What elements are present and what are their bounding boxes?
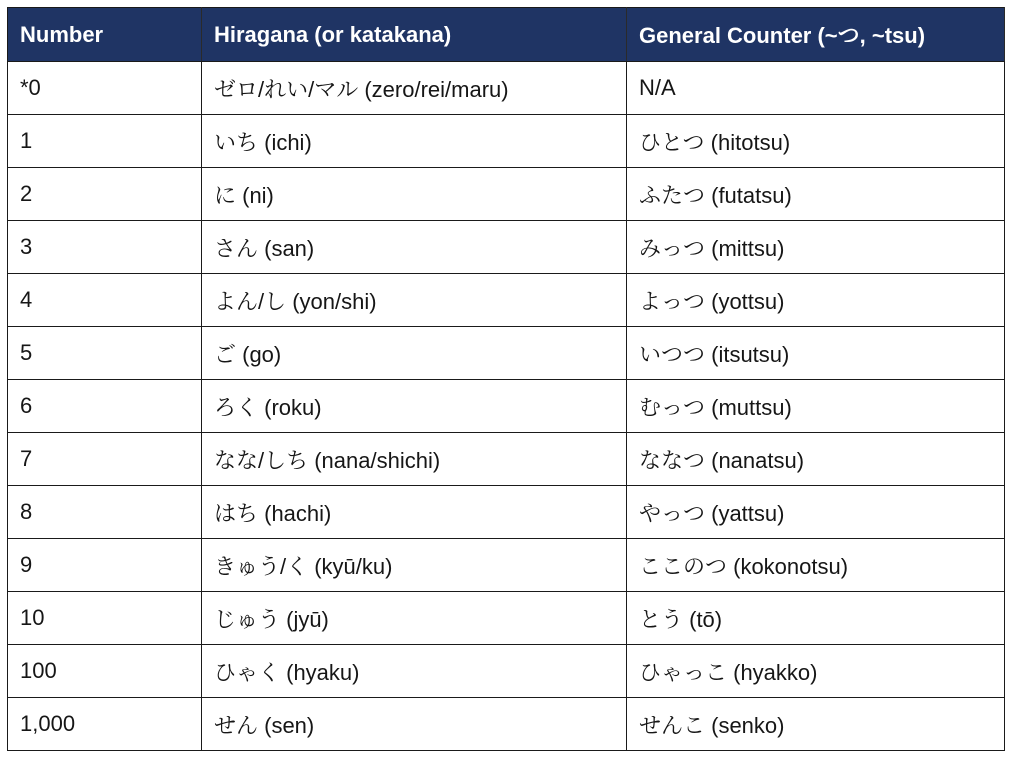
table-row [8, 274, 1005, 327]
table-row [8, 380, 1005, 433]
cell-number: *0 [8, 62, 202, 115]
table-row [8, 486, 1005, 539]
cell-reading: ご (go) [202, 327, 627, 380]
cell-counter: よっつ (yottsu) [627, 274, 1005, 327]
table-header-row [8, 8, 1005, 62]
table-row [8, 592, 1005, 645]
cell-counter: ひとつ (hitotsu) [627, 115, 1005, 168]
cell-reading: はち (hachi) [202, 486, 627, 539]
cell-number: 7 [8, 433, 202, 486]
header-number: Number [8, 8, 202, 62]
cell-number: 9 [8, 539, 202, 592]
cell-counter: いつつ (itsutsu) [627, 327, 1005, 380]
japanese-numbers-table [7, 7, 1005, 751]
header-general-counter: General Counter (~つ, ~tsu) [627, 8, 1005, 62]
cell-reading: ゼロ/れい/マル (zero/rei/maru) [202, 62, 627, 115]
cell-number: 10 [8, 592, 202, 645]
cell-counter: N/A [627, 62, 1005, 115]
cell-counter: ひゃっこ (hyakko) [627, 645, 1005, 698]
cell-number: 5 [8, 327, 202, 380]
cell-counter: むっつ (muttsu) [627, 380, 1005, 433]
cell-counter: やっつ (yattsu) [627, 486, 1005, 539]
cell-reading: よん/し (yon/shi) [202, 274, 627, 327]
cell-counter: ななつ (nanatsu) [627, 433, 1005, 486]
cell-reading: せん (sen) [202, 698, 627, 751]
cell-number: 100 [8, 645, 202, 698]
cell-reading: に (ni) [202, 168, 627, 221]
cell-number: 6 [8, 380, 202, 433]
cell-reading: なな/しち (nana/shichi) [202, 433, 627, 486]
table-row [8, 539, 1005, 592]
cell-reading: じゅう (jyū) [202, 592, 627, 645]
cell-reading: きゅう/く (kyū/ku) [202, 539, 627, 592]
cell-number: 4 [8, 274, 202, 327]
cell-reading: ひゃく (hyaku) [202, 645, 627, 698]
cell-counter: とう (tō) [627, 592, 1005, 645]
cell-counter: みっつ (mittsu) [627, 221, 1005, 274]
table-row [8, 168, 1005, 221]
table-row [8, 327, 1005, 380]
table-row [8, 433, 1005, 486]
table-row [8, 698, 1005, 751]
cell-counter: ここのつ (kokonotsu) [627, 539, 1005, 592]
table-row [8, 62, 1005, 115]
cell-number: 1 [8, 115, 202, 168]
cell-number: 3 [8, 221, 202, 274]
table-row [8, 645, 1005, 698]
header-hiragana: Hiragana (or katakana) [202, 8, 627, 62]
cell-reading: いち (ichi) [202, 115, 627, 168]
cell-counter: せんこ (senko) [627, 698, 1005, 751]
cell-number: 1,000 [8, 698, 202, 751]
cell-counter: ふたつ (futatsu) [627, 168, 1005, 221]
table-row [8, 115, 1005, 168]
cell-reading: さん (san) [202, 221, 627, 274]
cell-number: 8 [8, 486, 202, 539]
cell-reading: ろく (roku) [202, 380, 627, 433]
cell-number: 2 [8, 168, 202, 221]
table-row [8, 221, 1005, 274]
japanese-numbers-table-container [7, 7, 1004, 751]
